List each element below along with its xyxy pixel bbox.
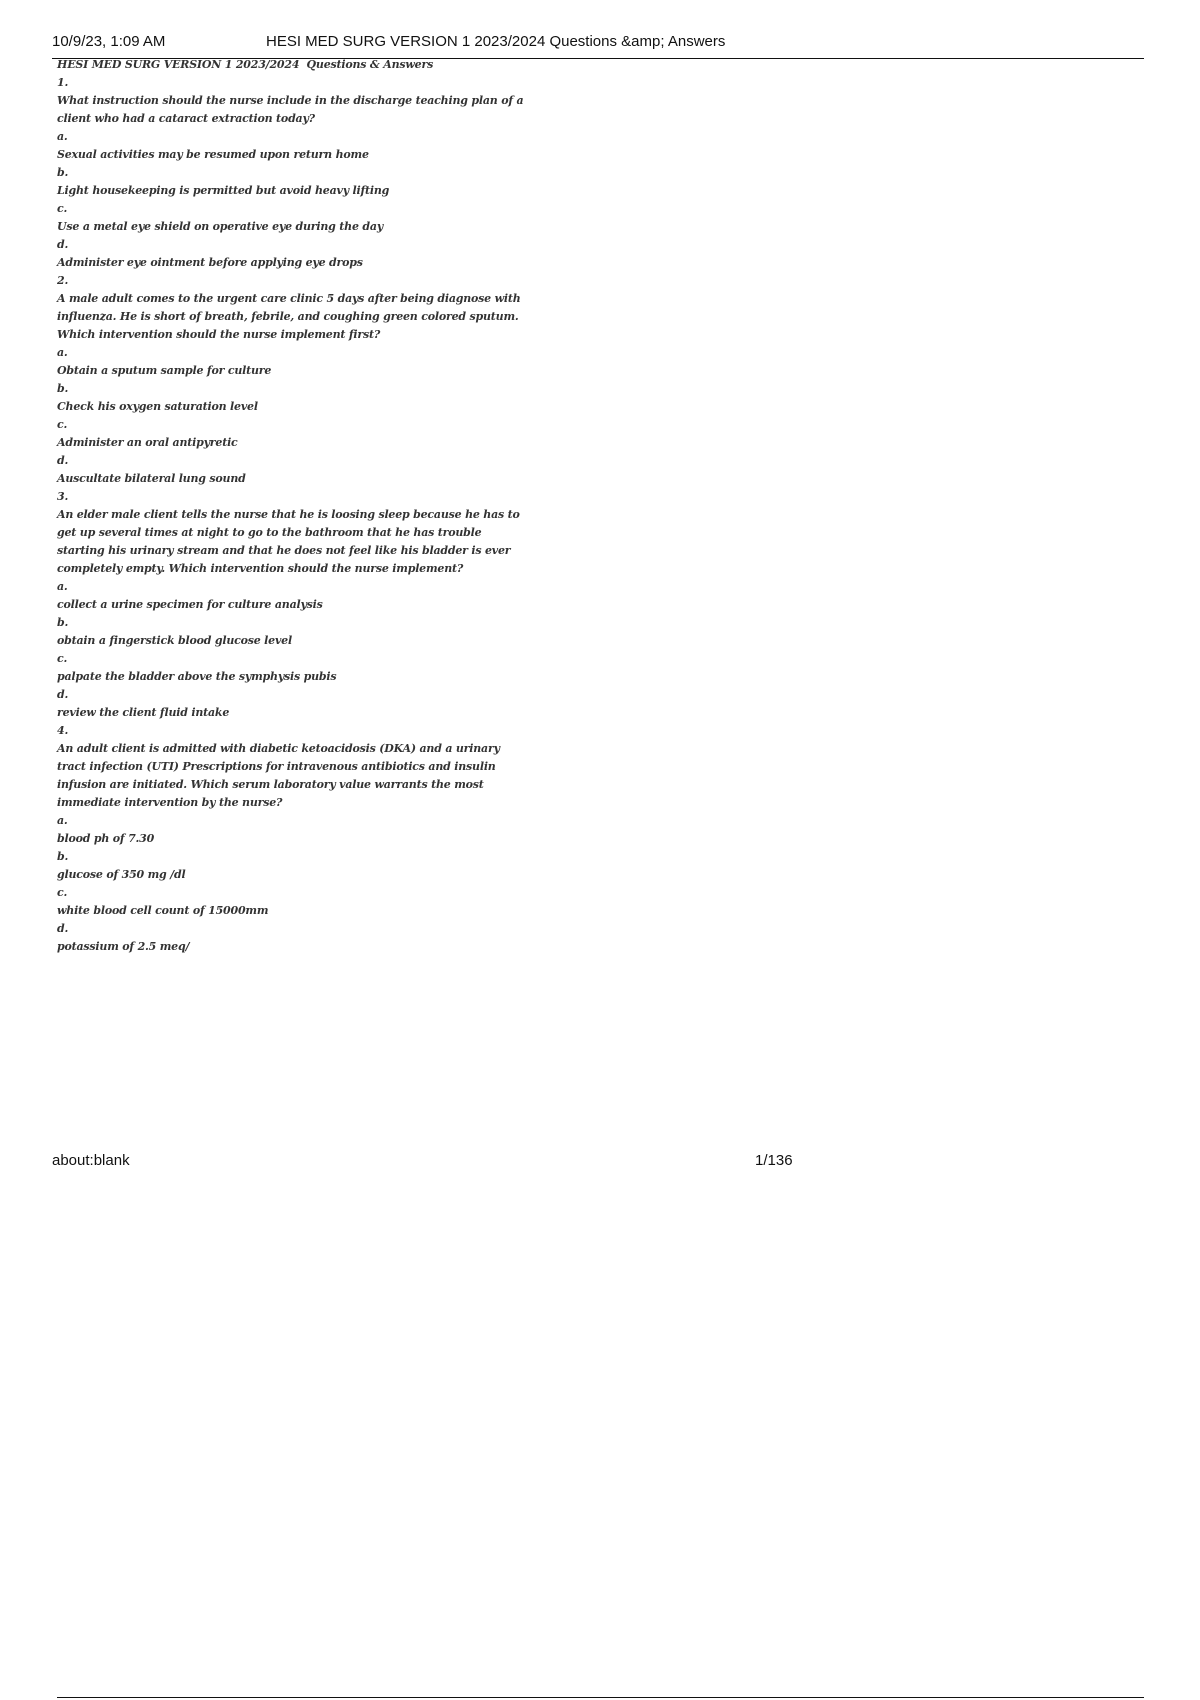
option-letter: a. [57, 580, 68, 593]
option-letter: b. [57, 166, 69, 179]
option-text: review the client fluid intake [57, 706, 230, 719]
option-text: Auscultate bilateral lung sound [57, 472, 246, 485]
question-text: What instruction should the nurse include in the discharge teaching plan of a client who had a cataract extraction today? [57, 94, 524, 125]
option-letter: b. [57, 382, 69, 395]
option-text: Sexual activities may be resumed upon return home [57, 148, 369, 161]
option-letter: c. [57, 886, 68, 899]
option-text: glucose of 350 mg /dl [57, 868, 186, 881]
option-letter: d. [57, 922, 69, 935]
print-page-title: HESI MED SURG VERSION 1 2023/2024 Questions &amp; Answers [266, 33, 726, 50]
option-letter: a. [57, 346, 68, 359]
option-letter: d. [57, 688, 69, 701]
print-header [52, 30, 1144, 59]
print-timestamp: 10/9/23, 1:09 AM [52, 33, 166, 50]
option-text: Obtain a sputum sample for culture [57, 364, 272, 377]
option-text: Check his oxygen saturation level [57, 400, 258, 413]
option-letter: a. [57, 130, 68, 143]
option-letter: c. [57, 202, 68, 215]
bottom-divider [57, 1697, 1144, 1698]
option-text: Administer eye ointment before applying eye drops [57, 256, 363, 269]
question-number: 3. [57, 490, 69, 503]
option-text: collect a urine specimen for culture analysis [57, 598, 323, 611]
option-text: white blood cell count of 15000mm [57, 904, 269, 917]
option-letter: b. [57, 616, 69, 629]
option-letter: a. [57, 814, 68, 827]
option-letter: d. [57, 238, 69, 251]
option-text: Administer an oral antipyretic [57, 436, 238, 449]
question-number: 2. [57, 274, 69, 287]
print-page-number: 1/136 [755, 1152, 793, 1169]
document-title: HESI MED SURG VERSION 1 2023/2024 Questions & Answers [57, 58, 434, 71]
option-text: obtain a fingerstick blood glucose level [57, 634, 292, 647]
option-letter: c. [57, 418, 68, 431]
question-text: An elder male client tells the nurse that he is loosing sleep because he has to get up several times at night to go to the bathroom that he has trouble starting his urinary stream and that he does not feel like his bladder is ever completely empty. Which intervention should the nurse implement? [57, 508, 520, 575]
document-body [57, 56, 597, 956]
option-text: palpate the bladder above the symphysis pubis [57, 670, 337, 683]
option-text: Light housekeeping is permitted but avoid heavy lifting [57, 184, 390, 197]
option-text: potassium of 2.5 meq/ [57, 940, 190, 953]
option-text: Use a metal eye shield on operative eye during the day [57, 220, 384, 233]
question-number: 4. [57, 724, 69, 737]
option-text: blood ph of 7.30 [57, 832, 155, 845]
question-text: An adult client is admitted with diabetic ketoacidosis (DKA) and a urinary tract infection (UTI) Prescriptions for intravenous antibiotics and insulin infusion are initiated. Which serum laboratory value warrants the most immediate intervention by the nurse? [57, 742, 500, 809]
question-number: 1. [57, 76, 69, 89]
option-letter: b. [57, 850, 69, 863]
option-letter: d. [57, 454, 69, 467]
question-text: A male adult comes to the urgent care clinic 5 days after being diagnose with influenza. He is short of breath, febrile, and coughing green colored sputum. Which intervention should the nurse implement first? [57, 292, 521, 341]
print-footer-url: about:blank [52, 1152, 130, 1169]
option-letter: c. [57, 652, 68, 665]
